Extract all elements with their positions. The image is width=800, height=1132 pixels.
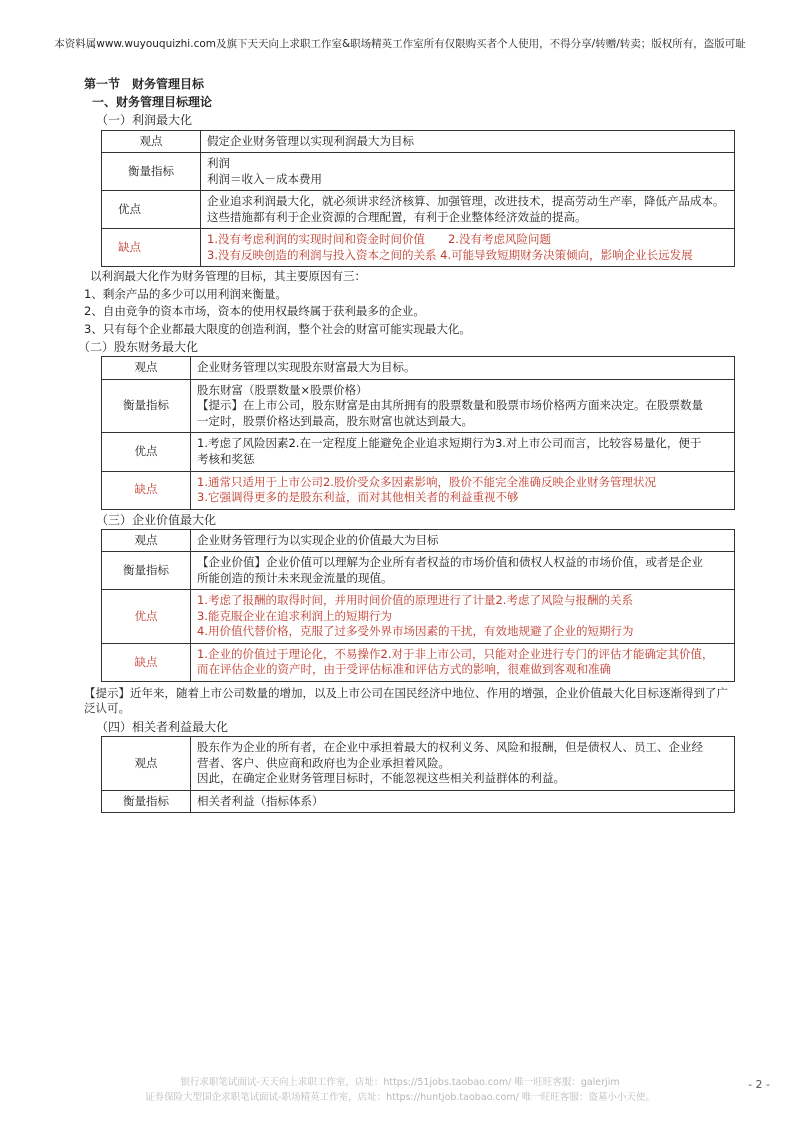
list-item: 1、剩余产品的多少可以用利润来衡量。 bbox=[84, 286, 287, 301]
row-line: 相关者利益（指标体系） bbox=[197, 793, 324, 808]
row-line: 利润＝收入－成本费用 bbox=[207, 171, 322, 186]
row-line: 因此，在确定企业财务管理目标时，不能忽视这些相关利益群体的利益。 bbox=[197, 771, 565, 786]
row-content bbox=[201, 229, 735, 267]
row-content bbox=[201, 191, 735, 229]
row-content bbox=[191, 737, 735, 791]
section-title: 第一节 财务管理目标 bbox=[84, 77, 205, 91]
row-content bbox=[191, 433, 735, 471]
table-row bbox=[102, 357, 735, 380]
row-line: 一定时，股票价格达到最高，股东财富也就达到最大。 bbox=[197, 413, 473, 428]
tip-line: 泛认可。 bbox=[84, 701, 130, 716]
row-label: 衡量指标 bbox=[102, 790, 191, 813]
row-content bbox=[191, 357, 735, 380]
row-label: 缺点 bbox=[102, 643, 191, 681]
row-line: 【企业价值】企业价值可以理解为企业所有者权益的市场价值和债权人权益的市场价值，或者是企业 bbox=[197, 555, 703, 570]
row-content bbox=[191, 552, 735, 590]
row-line: 1.考虑了风险因素2.在一定程度上能避免企业追求短期行为3.对上市公司而言，比较容易量化，便于 bbox=[197, 436, 702, 451]
footer-line-2: 证券保险大型国企求职笔试面试-职场精英工作室，店址：https://huntjob.taobao.com/ 唯一旺旺客服：盗墓小小天使。 bbox=[145, 1092, 655, 1103]
row-label: 优点 bbox=[102, 590, 191, 644]
table-row bbox=[102, 379, 735, 433]
stakeholder-max-table bbox=[101, 736, 735, 813]
reasons-intro: 以利润最大化作为财务管理的目标，其主要原因有三： bbox=[90, 269, 366, 284]
row-line: 3.它强调得更多的是股东利益，而对其他相关者的利益重视不够 bbox=[197, 490, 519, 505]
row-line: 3.没有反映创造的利润与投入资本之间的关系 4.可能导致短期财务决策倾向，影响企业长远发展 bbox=[207, 247, 693, 262]
table-row bbox=[102, 737, 735, 791]
row-line: 营者、客户、供应商和政府也为企业承担着风险。 bbox=[197, 755, 450, 770]
row-line: 利润 bbox=[207, 156, 230, 171]
row-content bbox=[191, 471, 735, 509]
row-line: 1.没有考虑利润的实现时间和资金时间价值 2.没有考虑风险问题 bbox=[207, 232, 551, 247]
page-number: - 2 - bbox=[748, 1078, 770, 1091]
table-row bbox=[102, 590, 735, 644]
row-line: 4.用价值代替价格，克服了过多受外界市场因素的干扰，有效地规避了企业的短期行为 bbox=[197, 624, 634, 639]
table-row bbox=[102, 552, 735, 590]
part3-title: （三）企业价值最大化 bbox=[96, 512, 217, 527]
row-line: 股东作为企业的所有者，在企业中承担着最大的权利义务、风险和报酬，但是债权人、员工、企业经 bbox=[197, 740, 703, 755]
row-label: 优点 bbox=[102, 433, 191, 471]
row-line: 企业财务管理以实现股东财富最大为目标。 bbox=[197, 360, 416, 375]
list-item: 2、自由竞争的资本市场，资本的使用权最终属于获利最多的企业。 bbox=[84, 304, 425, 319]
table-row bbox=[102, 790, 735, 813]
table-row bbox=[102, 191, 735, 229]
table-row bbox=[102, 130, 735, 153]
row-label: 优点 bbox=[102, 191, 201, 229]
row-line: 假定企业财务管理以实现利润最大为目标 bbox=[207, 133, 414, 148]
row-content bbox=[201, 130, 735, 153]
row-line: 这些措施都有利于企业资源的合理配置，有利于企业整体经济效益的提高。 bbox=[207, 209, 587, 224]
row-label: 缺点 bbox=[102, 471, 191, 509]
row-line: 3.能克服企业在追求利润上的短期行为 bbox=[197, 608, 392, 623]
row-label: 衡量指标 bbox=[102, 552, 191, 590]
row-line: 所能创造的预计未来现金流量的现值。 bbox=[197, 570, 393, 585]
enterprise-value-table bbox=[101, 529, 735, 682]
page-header: 本资料属www.wuyouquizhi.com及旗下天天向上求职工作室&职场精英工作室所有仅限购买者个人使用，不得分享/转赠/转卖；版权所有，盗版可耻 bbox=[54, 38, 746, 50]
row-label: 观点 bbox=[102, 130, 201, 153]
tip-note bbox=[84, 686, 739, 717]
row-content bbox=[191, 379, 735, 433]
list-item: 3、只有每个企业都最大限度的创造利润，整个社会的财富可能实现最大化。 bbox=[84, 321, 471, 336]
row-line: 1.企业的价值过于理论化，不易操作2.对于非上市公司，只能对企业进行专门的评估才能确定其价值， bbox=[197, 646, 714, 661]
footer-line-1: 银行求职笔试面试-天天向上求职工作室，店址：https://51jobs.taobao.com/ 唯一旺旺客服：galerjim bbox=[180, 1077, 620, 1088]
row-line: 而在评估企业的资产时，由于受评估标准和评估方式的影响，很难做到客观和准确 bbox=[197, 662, 611, 677]
row-line: 考核和奖惩 bbox=[197, 452, 255, 466]
row-line: 1.考虑了报酬的取得时间，并用时间价值的原理进行了计量2.考虑了风险与报酬的关系 bbox=[197, 593, 633, 608]
row-label: 缺点 bbox=[102, 229, 201, 267]
table-row bbox=[102, 153, 735, 191]
part1-title: （一）利润最大化 bbox=[96, 113, 193, 128]
document-body bbox=[78, 76, 739, 813]
row-line: 企业追求利润最大化，就必须讲求经济核算、加强管理，改进技术，提高劳动生产率，降低产品成本。 bbox=[207, 194, 725, 209]
profit-max-table bbox=[101, 130, 735, 268]
row-label: 观点 bbox=[102, 357, 191, 380]
row-label: 衡量指标 bbox=[102, 153, 201, 191]
row-content bbox=[191, 790, 735, 813]
subsection-title: 一、财务管理目标理论 bbox=[92, 95, 213, 110]
row-line: 1.通常只适用于上市公司2.股价受众多因素影响，股价不能完全准确反映企业财务管理状况 bbox=[197, 474, 656, 489]
row-content bbox=[191, 590, 735, 644]
table-row bbox=[102, 529, 735, 552]
table-row bbox=[102, 433, 735, 471]
row-label: 衡量指标 bbox=[102, 379, 191, 433]
row-label: 观点 bbox=[102, 529, 191, 552]
row-content bbox=[191, 529, 735, 552]
row-line: 【提示】在上市公司，股东财富是由其所拥有的股票数量和股票市场价格两方面来决定。在股票数量 bbox=[197, 398, 703, 413]
part2-title: （二）股东财务最大化 bbox=[78, 340, 199, 355]
row-content bbox=[191, 643, 735, 681]
row-content bbox=[201, 153, 735, 191]
tip-line: 【提示】近年来，随着上市公司数量的增加，以及上市公司在国民经济中地位、作用的增强，企业价值最大化目标逐渐得到了广 bbox=[84, 685, 728, 700]
table-row bbox=[102, 229, 735, 267]
row-label: 观点 bbox=[102, 737, 191, 791]
shareholder-max-table bbox=[101, 356, 735, 509]
row-line: 企业财务管理行为以实现企业的价值最大为目标 bbox=[197, 532, 439, 547]
table-row bbox=[102, 471, 735, 509]
part4-title: （四）相关者利益最大化 bbox=[96, 719, 229, 734]
table-row bbox=[102, 643, 735, 681]
row-line: 股东财富（股票数量×股票价格） bbox=[197, 382, 368, 397]
